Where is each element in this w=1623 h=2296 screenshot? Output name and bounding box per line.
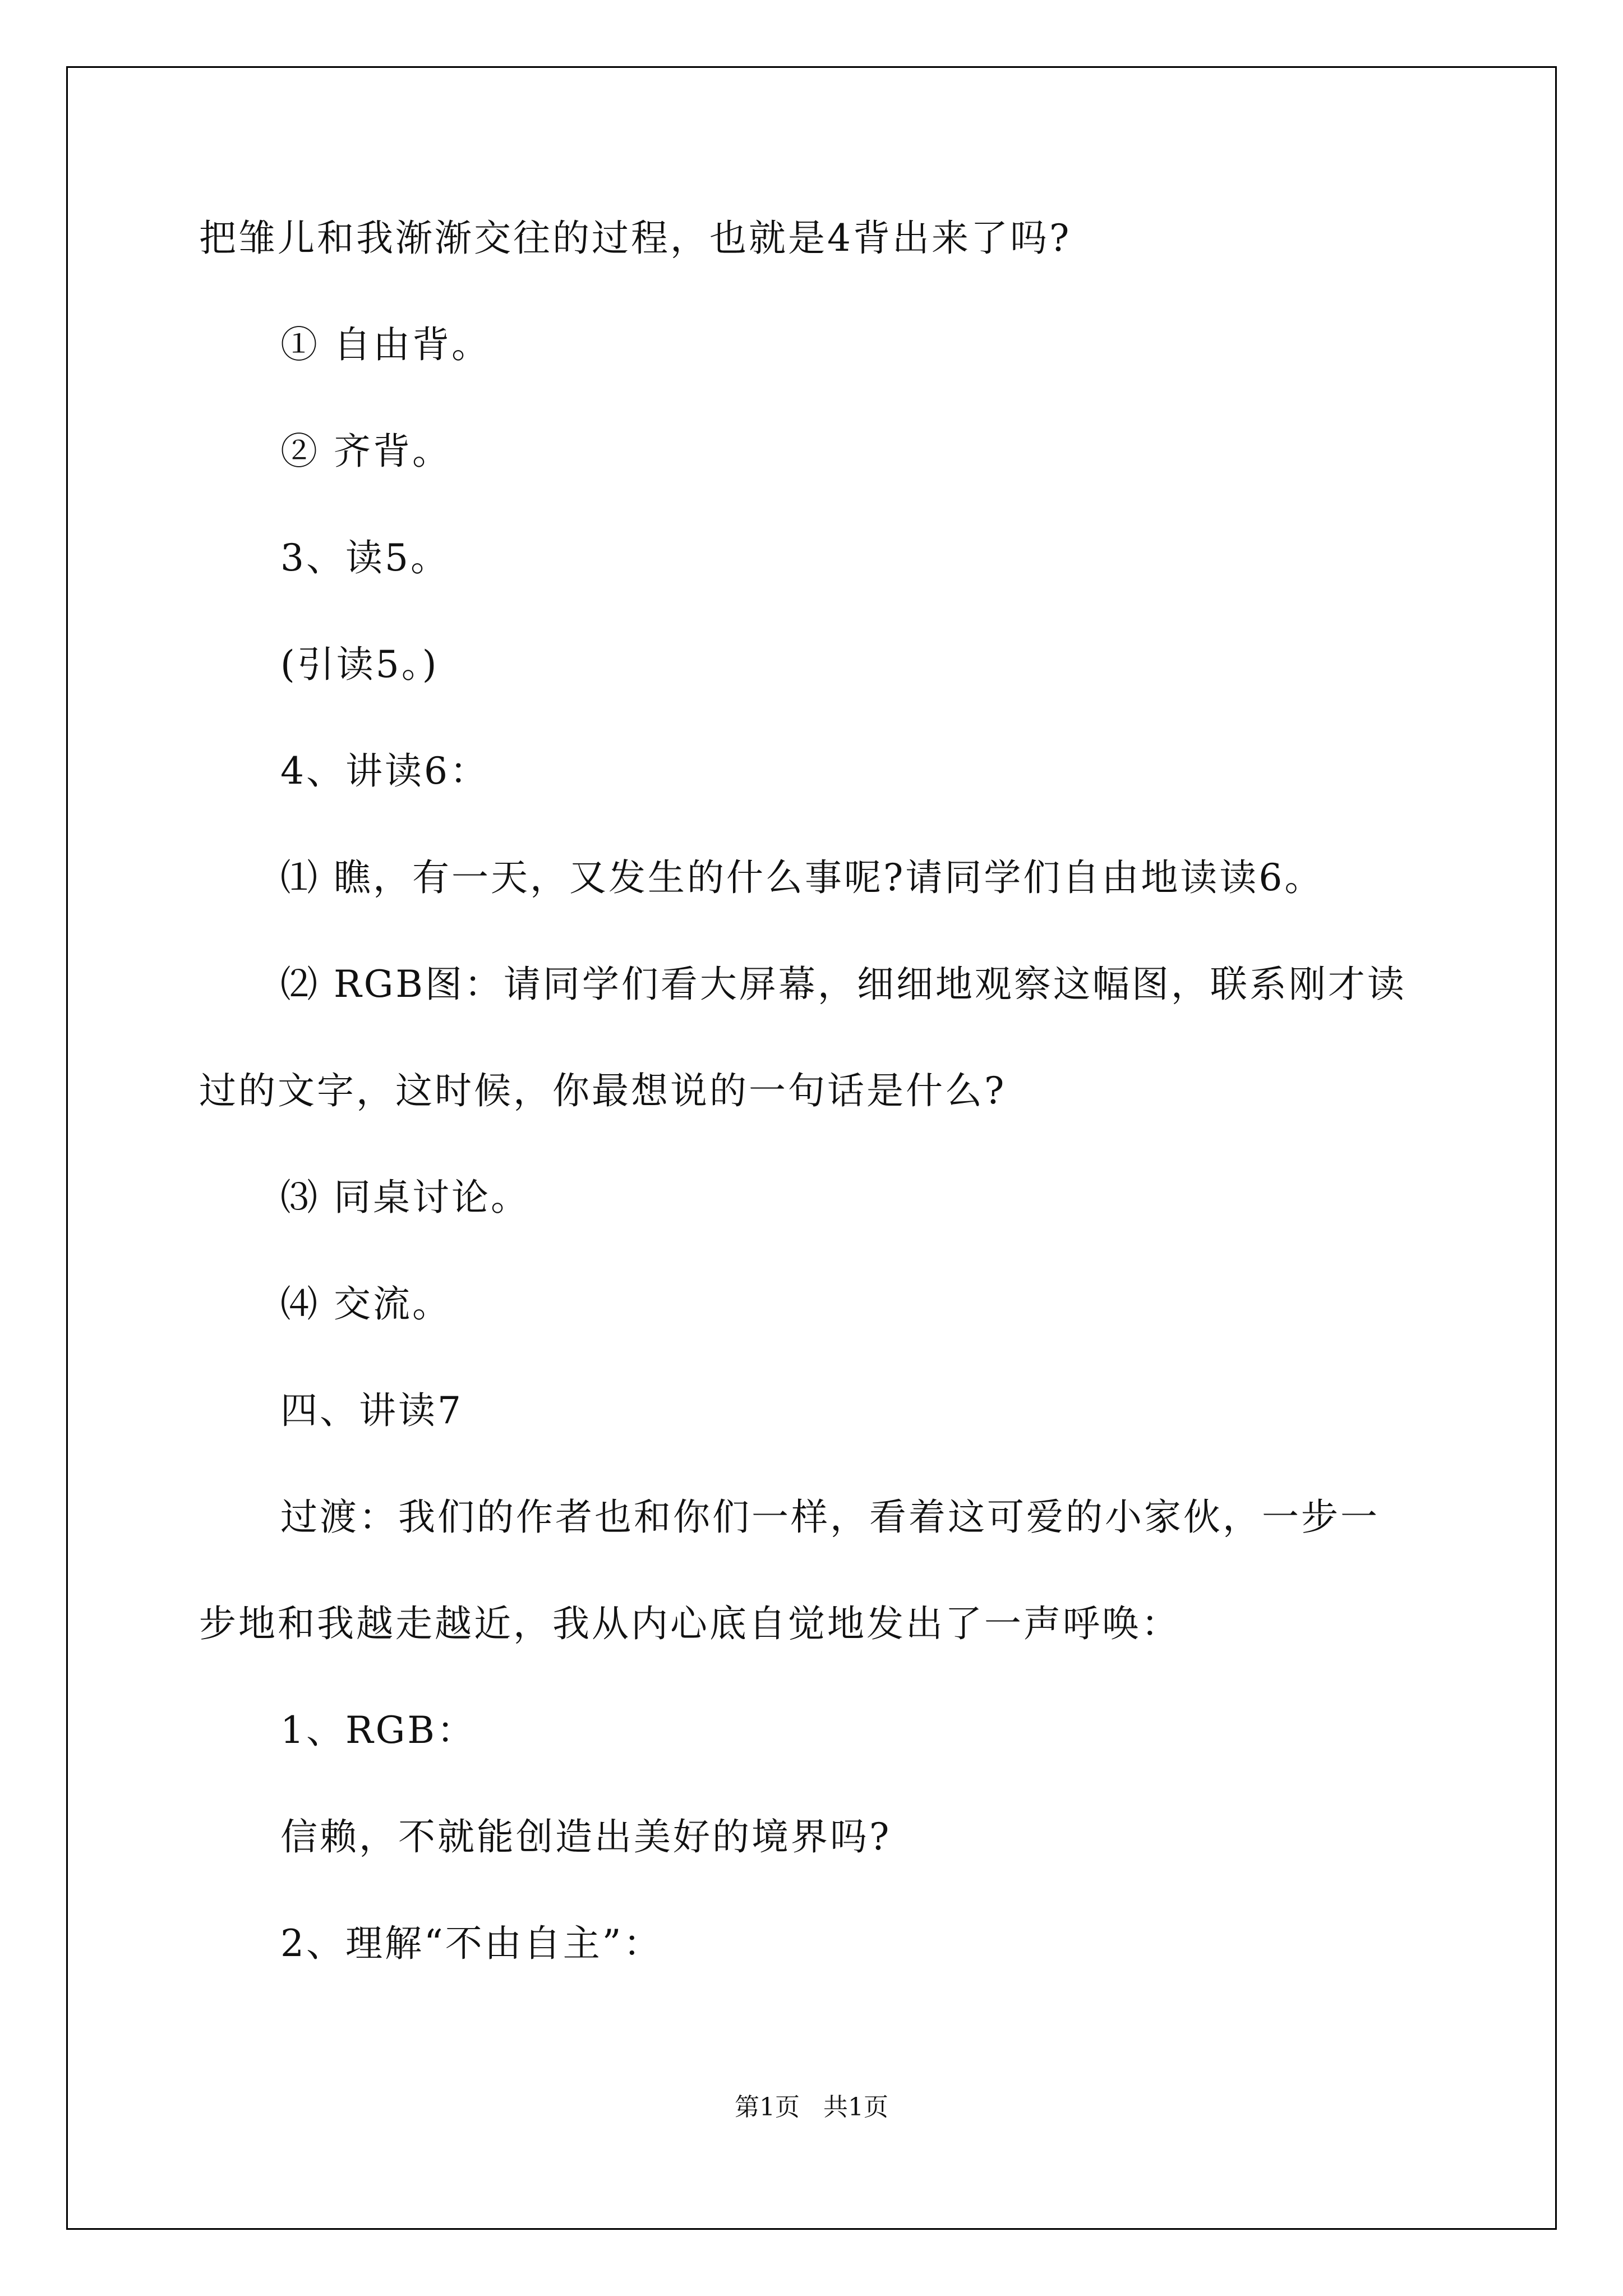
list-item: ⑷ 交流。 xyxy=(280,1282,451,1326)
list-item: 4、讲读6： xyxy=(280,749,489,793)
list-item: 2、理解“不由自主”： xyxy=(280,1922,663,1965)
list-item: ② 齐背。 xyxy=(280,430,451,473)
list-item: ① 自由背。 xyxy=(280,323,491,366)
section-heading: 四、讲读7 xyxy=(280,1389,463,1432)
text-line: (引读5。) xyxy=(280,643,439,686)
text-line: 过的文字，这时候，你最想说的一句话是什么? xyxy=(199,1069,1007,1112)
text-line: 把雏儿和我渐渐交往的过程，也就是4背出来了吗? xyxy=(199,217,1072,260)
list-item: ⑶ 同桌讨论。 xyxy=(280,1176,530,1219)
list-item: 3、读5。 xyxy=(280,536,450,579)
text-line: 过渡：我们的作者也和你们一样，看着这可爱的小家伙，一步一 xyxy=(280,1496,1380,1539)
list-item: ⑴ 瞧，有一天，又发生的什么事呢?请同学们自由地读读6。 xyxy=(280,856,1324,899)
list-item: 1、RGB： xyxy=(280,1709,476,1752)
text-line: 信赖，不就能创造出美好的境界吗? xyxy=(280,1815,892,1858)
text-line: 步地和我越走越近，我从内心底自觉地发出了一声呼唤： xyxy=(199,1602,1181,1645)
page-border xyxy=(66,66,1557,2230)
page-number: 第1页 共1页 xyxy=(735,2093,888,2122)
list-item: ⑵ RGB图：请同学们看大屏幕，细细地观察这幅图，联系刚才读 xyxy=(280,963,1407,1006)
